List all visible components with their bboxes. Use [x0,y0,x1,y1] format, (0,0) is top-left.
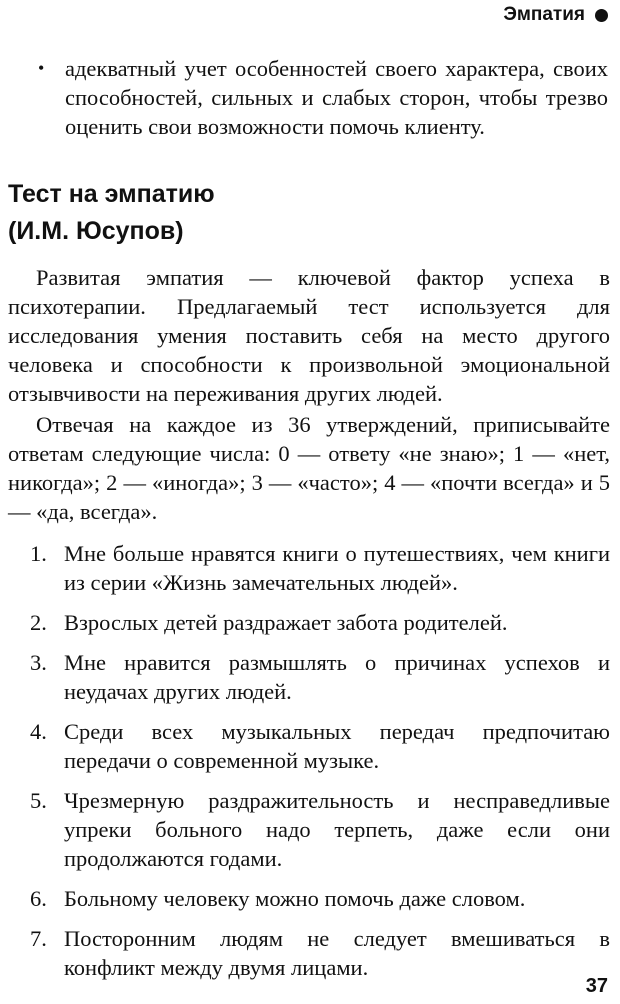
bullet-list-item [38,54,608,141]
statement-number: 1. [30,541,47,566]
bullet-text: адекватный учет особенностей своего характера, своих способностей, сильных и слабых сторон, чтобы трезво оценить свои возможности помочь клиенту. [65,56,608,139]
page-number: 37 [585,975,608,997]
statement-item [30,717,610,775]
statement-number: 2. [30,610,47,635]
statement-number: 3. [30,650,47,675]
running-title: Эмпатия [503,4,585,25]
section-title [8,176,568,250]
statement-text: Среди всех музыкальных передач предпочитаю передачи о современной музыке. [64,719,610,773]
statement-list [30,539,610,993]
statement-item [30,608,610,637]
statement-item [30,539,610,597]
statement-text: Больному человеку можно помочь даже словом. [64,886,526,911]
statement-text: Чрезмерную раздражительность и несправедливые упреки больного надо терпеть, даже если они продолжаются годами. [64,788,610,871]
statement-item [30,884,610,913]
section-title-line-1: Тест на эмпатию [8,180,215,208]
intro-text [8,263,610,526]
bullet-point-icon: • [38,58,45,78]
intro-paragraph-1: Развитая эмпатия — ключевой фактор успеха в психотерапии. Предлагаемый тест используется для исследования умения поставить себя на место другого человека и способности к произвольной эмоциональной отзывчивости на переживания других людей. [8,265,610,406]
statement-number: 4. [30,719,47,744]
statement-item [30,924,610,982]
statement-text: Взрослых детей раздражает забота родителей. [64,610,508,635]
running-header [503,4,608,26]
statement-item [30,648,610,706]
statement-text: Мне больше нравятся книги о путешествиях, чем книги из серии «Жизнь замечательных людей». [64,541,610,595]
section-title-line-2: (И.М. Юсупов) [8,217,184,245]
intro-paragraph-2: Отвечая на каждое из 36 утверждений, приписывайте ответам следующие числа: 0 — ответу «не знаю»; 1 — «нет, никогда»; 2 — «иногда»; 3 — «часто»; 4 — «почти всегда» и 5 — «да, всегда». [8,412,610,524]
statement-text: Посторонним людям не следует вмешиваться в конфликт между двумя лицами. [64,926,610,980]
statement-number: 6. [30,886,47,911]
statement-text: Мне нравится размышлять о причинах успехов и неудачах других людей. [64,650,610,704]
statement-number: 7. [30,926,47,951]
statement-item [30,786,610,873]
statement-number: 5. [30,788,47,813]
bullet-dot-icon [595,9,608,22]
